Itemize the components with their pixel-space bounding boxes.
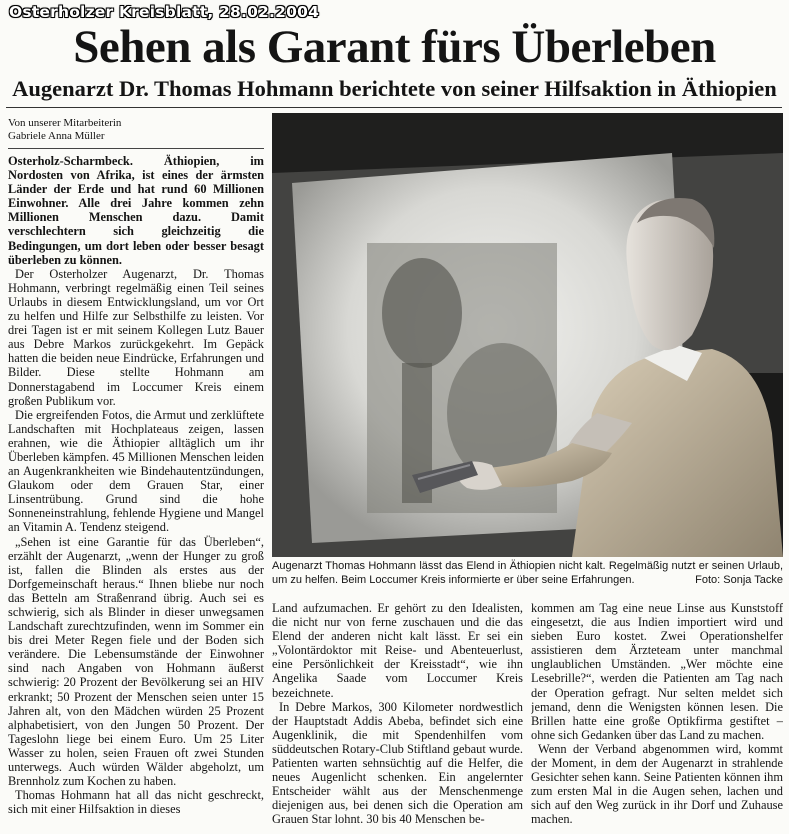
byline-line-1: Von unserer Mitarbeiterin bbox=[8, 117, 122, 129]
caption-text: Augenarzt Thomas Hohmann lässt das Elend in Äthiopien nicht kalt. Regelmäßig nutzt er seinen Urlaub, um zu helfen. Beim Loccumer Kreis informierte er über seine Erfahrungen. bbox=[272, 560, 783, 586]
column-1 bbox=[8, 154, 264, 834]
byline bbox=[8, 117, 263, 142]
paragraph: Der Osterholzer Augenarzt, Dr. Thomas Hohmann, verbringt regelmäßig einen Teil seines Urlaubs in diesem Entwicklungsland, um vor Ort zu helfen und Hilfe zur Selbsthilfe zu leisten. Vor drei Tagen ist er mit seinem Kollegen Lutz Bauer aus Debre Markos zurückgekehrt. Im Gepäck hatten die beiden neue Eindrücke, Erfahrungen und Bilder. Diese stellte Hohmann am Donnerstagabend im Loccumer Kreis einem großen Publikum vor. bbox=[8, 266, 264, 408]
column-2 bbox=[272, 601, 523, 834]
photo-credit: Foto: Sonja Tacke bbox=[695, 574, 783, 586]
paragraph: Land aufzumachen. Er gehört zu den Idealisten, die nicht nur von ferne zuschauen und die das Elend der anderen nicht kalt lässt. Er sei ein „Volontärdoktor mit Reise- und Abenteuerlust, eine Persönlichkeit der Kreisstadt“, wie ihn Angelika Saade vom Loccumer Kreis bezeichnete. bbox=[272, 601, 523, 700]
header-rule bbox=[6, 107, 782, 108]
photo-caption bbox=[272, 559, 783, 587]
source-label: Osterholzer Kreisblatt, 28.02.2004 bbox=[9, 3, 320, 21]
photo-illustration bbox=[272, 113, 783, 557]
paragraph: „Sehen ist eine Garantie für das Überleben“, erzählt der Augenarzt, „wenn der Hunger zu groß ist, fallen die Blinden als erstes aus der Dorfgemeinschaft heraus.“ Ihnen bliebe nur noch das Betteln am Straßenrand übrig. Auch sei es schwierig, sich als Blinder in dieser unwegsamen Landschaft zurechtzufinden, wenn im Sommer ein bis drei Meter Regen fiele und der Boden sich verändere. Die Lebensumstände der Einwohner sind nach Angaben von Hohmann äußerst schwierig: 20 Prozent der Bevölkerung sei an HIV erkrankt; 50 Prozent der Menschen seien unter 15 Jahren alt, von den Mädchen würden 25 Prozent alphabetisiert, von den Jungen 50 Prozent. Der Tageslohn liege bei einem Euro. Um 25 Liter Wasser zu holen, seien Frauen oft zwei Stunden unterwegs. Auch würden Wälder abgeholzt, um Brennholz zum Kochen zu haben. bbox=[8, 534, 264, 789]
paragraph: Thomas Hohmann hat all das nicht geschreckt, sich mit einer Hilfsaktion in dieses bbox=[8, 788, 264, 817]
lead-text: Äthiopien, im Nordosten von Afrika, ist eines der ärmsten Länder der Erde und hat rund 60 Millionen Einwohner. Alle drei Jahre kommen zehn Millionen Menschen dazu. Damit verschlechtern sich gleichzeitig die Bedingungen, um dort leben oder besser besagt überleben zu können. bbox=[8, 154, 264, 267]
headline: Sehen als Garant fürs Überleben bbox=[73, 21, 716, 73]
article-photo bbox=[272, 113, 783, 557]
column-3 bbox=[531, 601, 783, 834]
subheadline: Augenarzt Dr. Thomas Hohmann berichtete von seiner Hilfsaktion in Äthiopien bbox=[12, 76, 777, 101]
paragraph: kommen am Tag eine neue Linse aus Kunststoff eingesetzt, die aus Indien importiert wird und sieben Euro kostet. Zwei Operationshelfer assistieren dem Ärzteteam unter manchmal unglaublichen Umständen. „Wer möchte eine Lesebrille?“, werden die Patienten am Tag nach der Operation gefragt. Nur selten meldet sich jemand, denn die Wenigsten können lesen. Die Brillen hatte eine große Optikfirma gestiftet – ohne sich Gedanken über das Land zu machen. bbox=[531, 601, 783, 742]
paragraph: Die ergreifenden Fotos, die Armut und zerklüftete Landschaften mit Hochplateaus zeigen, lassen erahnen, wie die Äthiopier alltäglich um ihr Überleben kämpfen. 45 Millionen Menschen leiden an Augenkrankheiten wie Bindehautentzündungen, Glaukom oder dem Grauen Star, einer Linsentrübung. Grund sind die hohe Sonneneinstrahlung, fehlende Hygiene und Mangel an Vitamin A. Tendenz steigend. bbox=[8, 407, 264, 535]
paragraph: In Debre Markos, 300 Kilometer nordwestlich der Hauptstadt Addis Abeba, befindet sich eine Augenklinik, die mit Spendenhilfen vom süddeutschen Rotary-Club Stiftland gebaut wurde. Patienten warten sehnsüchtig auf die Helfer, die neues Augenlicht schenken. Ein angelernter Entscheider wählt aus der Menschenmenge diejenigen aus, bei denen sich die Operation am Grauen Star lohnt. 30 bis 40 Menschen be- bbox=[272, 699, 523, 827]
dateline: Osterholz-Scharmbeck. bbox=[8, 154, 133, 168]
byline-rule bbox=[8, 148, 264, 149]
paragraph: Wenn der Verband abgenommen wird, kommt der Moment, in dem der Augenarzt in strahlende Gesichter sehen kann. Seine Patienten können ihm zum ersten Mal in die Augen sehen, lachen und sich auf den Weg zurück in ihr Dorf und Zuhause machen. bbox=[531, 741, 783, 827]
lead-paragraph bbox=[8, 154, 264, 267]
byline-author: Gabriele Anna Müller bbox=[8, 129, 105, 142]
